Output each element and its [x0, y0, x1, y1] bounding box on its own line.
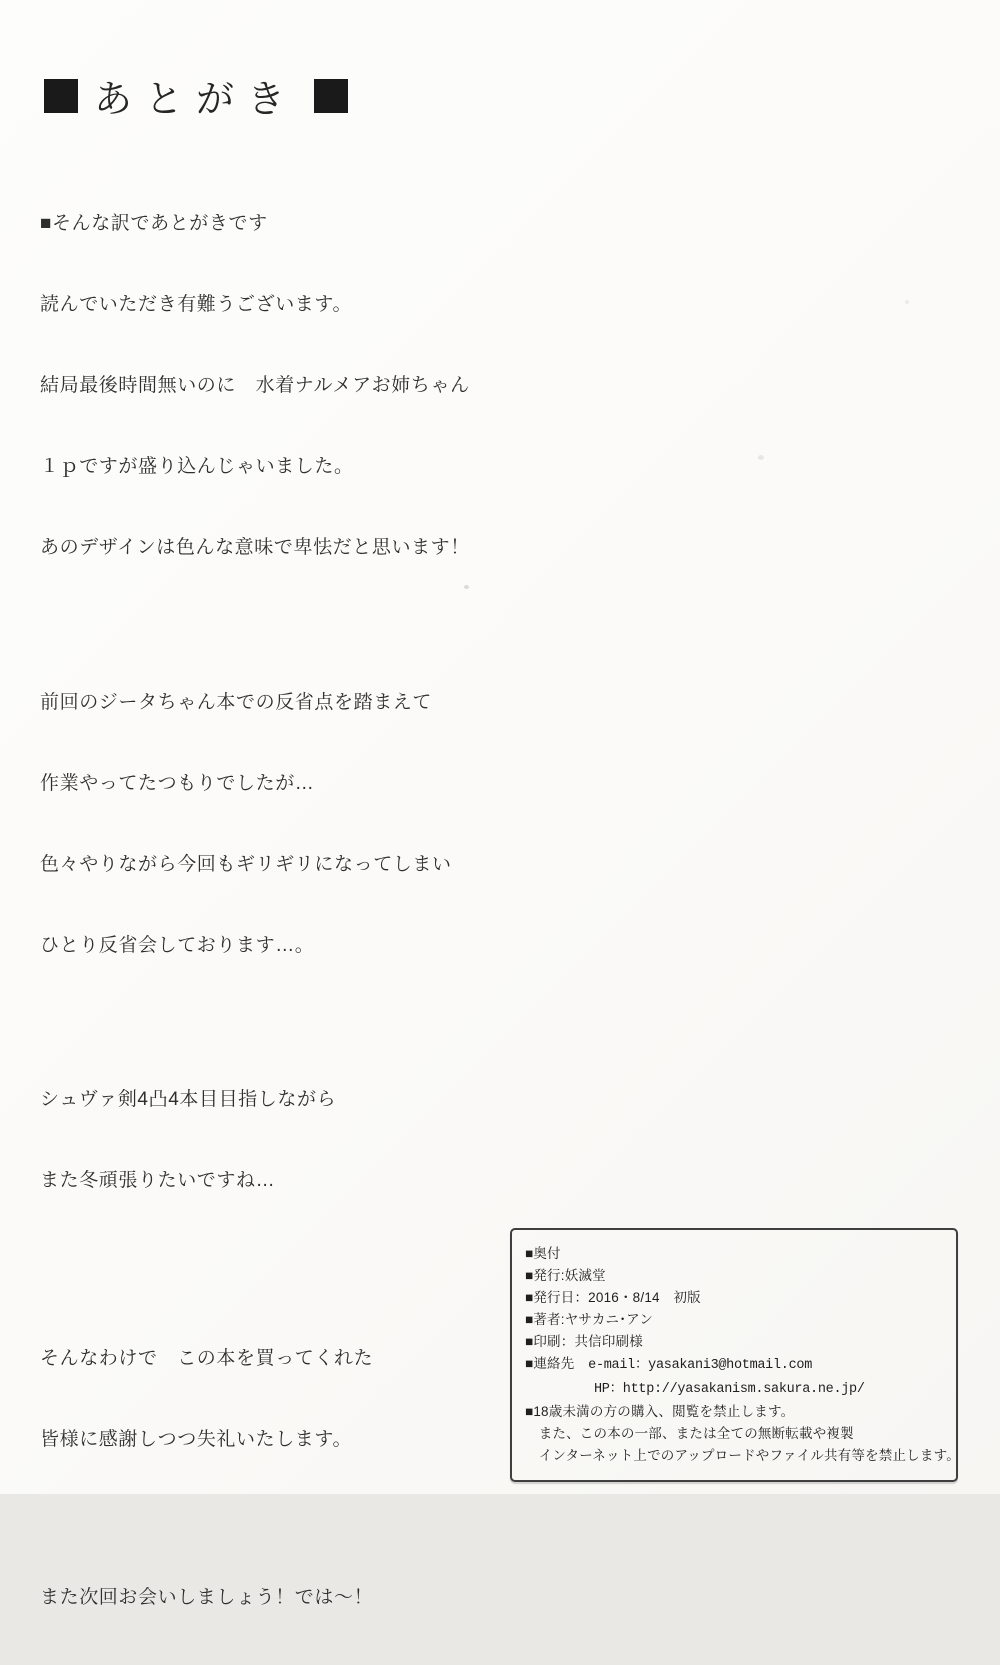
afterword-line: 色々やりながら今回もギリギリになってしまい	[40, 854, 452, 875]
colophon-text: ■著者:ヤサカニ･アン	[525, 1312, 654, 1327]
colophon-box	[510, 1228, 958, 1482]
afterword-paragraph-5	[40, 1530, 470, 1665]
afterword-line: シュヴァ剣4凸4本目目指しながら	[40, 1089, 337, 1110]
page-title-text: あとがき	[94, 77, 299, 121]
afterword-line: あのデザインは色んな意味で卑怯だと思います！	[40, 537, 470, 558]
colophon-line-no-upload	[525, 1445, 960, 1467]
afterword-line: 読んでいただき有難うございます。	[40, 294, 353, 315]
afterword-line: 皆様に感謝しつつ失礼いたします。	[40, 1429, 353, 1450]
colophon-text: ■発行日：2016・8/14 初版	[525, 1290, 701, 1305]
colophon-text: また、この本の一部、または全ての無断転載や複製	[525, 1426, 854, 1441]
colophon-text: ■印刷：共信印刷様	[525, 1334, 643, 1349]
afterword-line: そんなわけで この本を買ってくれた	[40, 1348, 374, 1369]
afterword-line: ■そんな訳であとがきです	[40, 213, 268, 234]
colophon-text: ■連絡先	[525, 1356, 589, 1371]
afterword-line: 前回のジータちゃん本での反省点を踏まえて	[40, 692, 433, 713]
colophon-line-email	[525, 1353, 948, 1377]
colophon-text: ■発行:妖滅堂	[525, 1268, 606, 1283]
afterword-line: 結局最後時間無いのに 水着ナルメアお姉ちゃん	[40, 375, 470, 396]
colophon-email: e-mail：yasakani3@hotmail.com	[588, 1358, 812, 1373]
colophon-line-author	[525, 1309, 948, 1331]
colophon-line-okuzuke	[525, 1243, 948, 1265]
colophon-text: ■18歳未満の方の購入、閲覧を禁止します。	[525, 1404, 795, 1419]
black-square-icon	[314, 79, 348, 113]
afterword-line: ひとり反省会しております…。	[40, 935, 315, 956]
colophon-line-printer	[525, 1331, 948, 1353]
colophon-line-publisher	[525, 1265, 948, 1287]
page-title	[44, 68, 348, 123]
colophon-line-homepage	[525, 1377, 948, 1401]
afterword-body	[40, 156, 470, 1665]
afterword-line: また冬頑張りたいですね…	[40, 1170, 276, 1191]
afterword-paragraph-2	[40, 635, 470, 1013]
afterword-paragraph-1	[40, 156, 470, 615]
colophon-line-age-notice	[525, 1401, 948, 1423]
colophon-line-no-reprint	[525, 1423, 948, 1445]
black-square-icon	[44, 79, 78, 113]
afterword-paragraph-4	[40, 1291, 470, 1507]
colophon-text: インターネット上でのアップロードやファイル共有等を禁止します。	[525, 1448, 960, 1463]
afterword-paragraph-3	[40, 1032, 470, 1248]
scan-speck	[905, 300, 909, 304]
afterword-line: 作業やってたつもりでしたが…	[40, 773, 315, 794]
scan-speck	[758, 455, 764, 460]
afterword-line: １ｐですが盛り込んじゃいました。	[40, 456, 354, 477]
colophon-line-date	[525, 1287, 948, 1309]
afterword-line: また次回お会いしましょう！では～！	[40, 1587, 374, 1608]
colophon-url: HP：http://yasakanism.sakura.ne.jp/	[594, 1382, 865, 1397]
colophon-text: ■奥付	[525, 1246, 561, 1261]
